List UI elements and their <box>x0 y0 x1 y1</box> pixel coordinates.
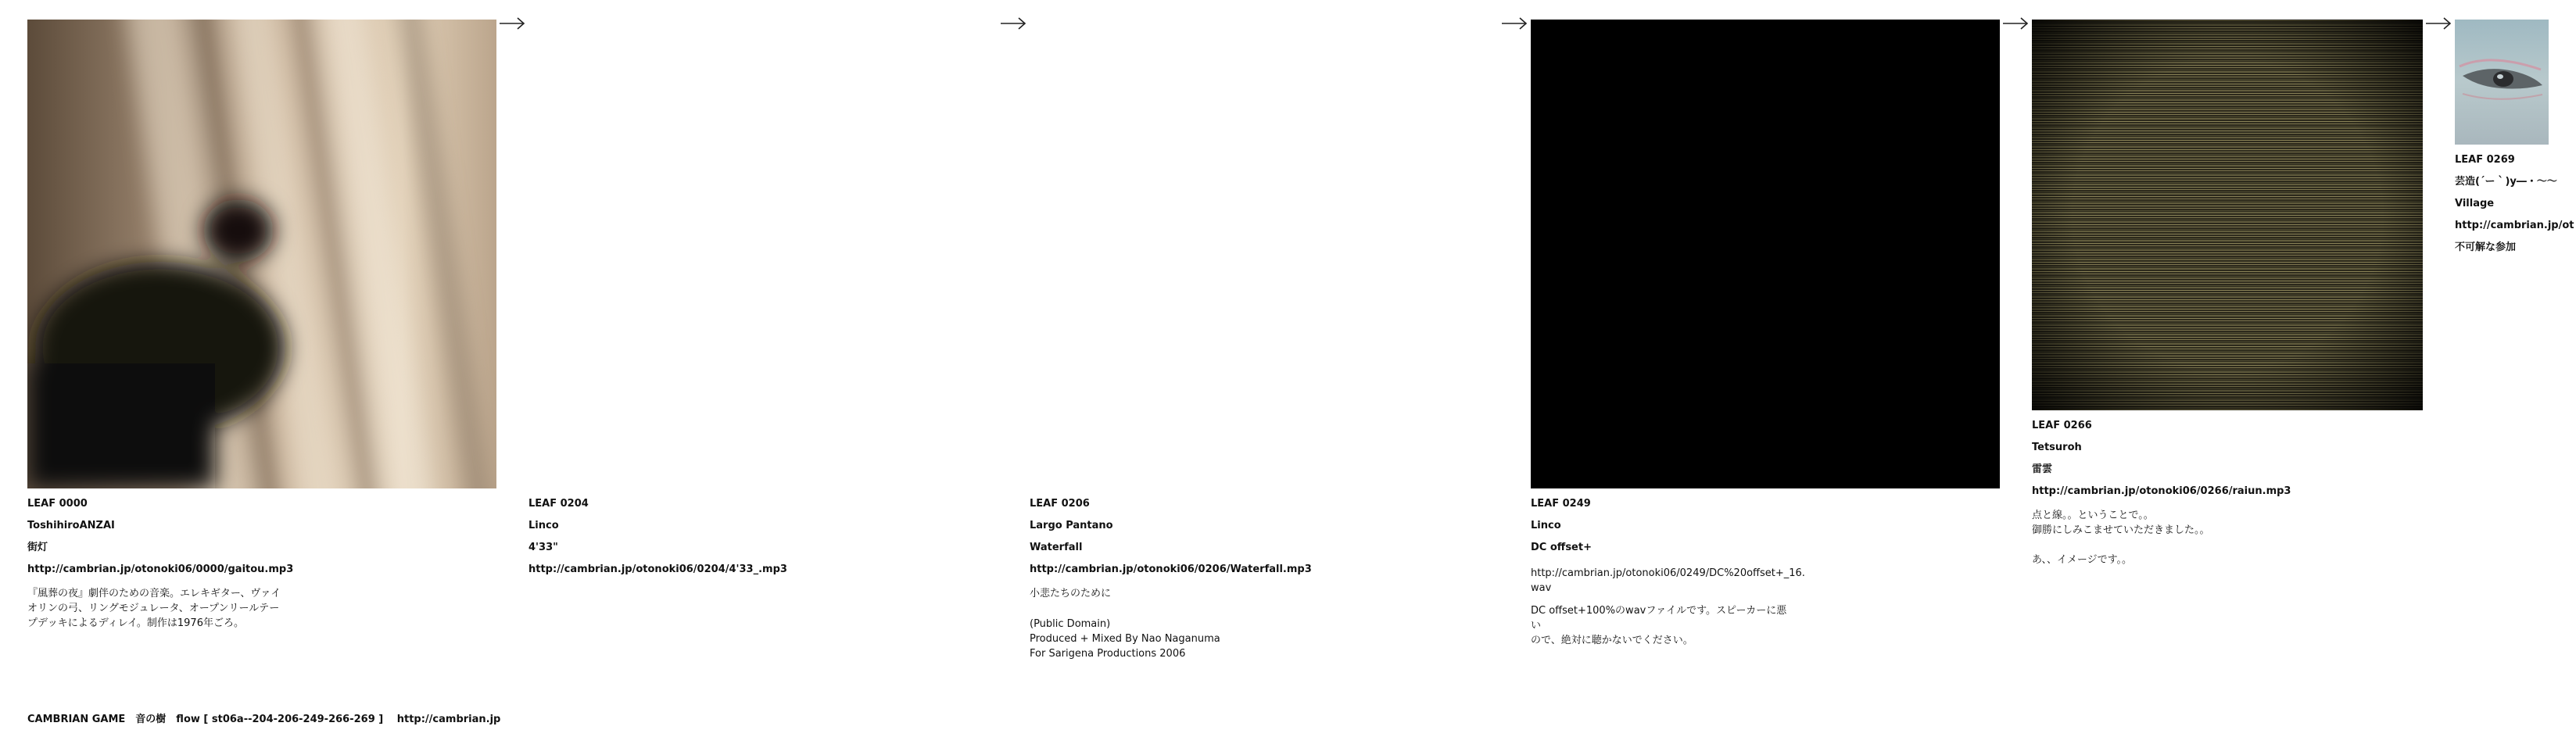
leaf-0204-meta <box>528 498 794 585</box>
leaf-title: 4'33" <box>528 542 558 553</box>
leaf-0269-image[interactable] <box>2455 20 2549 145</box>
leaf-id[interactable]: LEAF 0000 <box>27 498 88 510</box>
leaf-url[interactable]: http://cambrian.jp/otonoki06/0204/4'33_.mp3 <box>528 563 787 575</box>
leaf-credits: (Public Domain) Produced + Mixed By Nao Naganuma For Sarigena Productions 2006 <box>1030 618 1220 660</box>
arrow-right-icon <box>1000 16 1026 31</box>
leaf-0206-meta <box>1030 498 1312 661</box>
footer-credits[interactable]: CAMBRIAN GAME 音の樹 flow [ st06a--204-206-249-266-269 ] http://cambrian.jp <box>27 714 501 725</box>
leaf-0249-meta <box>1531 498 1805 648</box>
leaf-url[interactable]: http://cambrian.jp/otonoki06/0000/gaitou.mp3 <box>27 563 294 575</box>
leaf-description: 小悲たちのために <box>1030 588 1112 599</box>
leaf-id[interactable]: LEAF 0266 <box>2032 420 2092 431</box>
leaf-0204-image[interactable] <box>528 20 998 488</box>
leaf-0000-meta <box>27 498 293 631</box>
leaf-title: 雷雲 <box>2032 463 2053 475</box>
arrow-right-icon <box>1501 16 1528 31</box>
leaf-id[interactable]: LEAF 0206 <box>1030 498 1090 510</box>
leaf-artist: Largo Pantano <box>1030 520 1113 531</box>
leaf-description: 『風葬の夜』劇伴のための音楽。エレキギター、ヴァイ オリンの弓、リングモジュレータ、オープンリールテー プデッキによるディレイ。制作は1976年ごろ。 <box>27 588 281 629</box>
leaf-artist: Linco <box>528 520 559 531</box>
leaf-description: 点と線。。ということで。。 御勝にしみこませていただきました。。 あ、、イメージです。。 <box>2032 510 2210 566</box>
leaf-0266-image[interactable] <box>2032 20 2423 410</box>
arrow-right-icon <box>499 16 525 31</box>
leaf-id[interactable]: LEAF 0269 <box>2455 154 2515 166</box>
leaf-url[interactable]: http://cambrian.jp/otonoki06/0249/DC%20offset+_16. wav <box>1531 567 1805 594</box>
leaf-0206-image[interactable] <box>1030 20 1499 488</box>
leaf-0000-image[interactable] <box>27 20 496 488</box>
leaf-title: 街灯 <box>27 542 48 553</box>
leaf-title: DC offset+ <box>1531 542 1592 553</box>
arrow-right-icon <box>2425 16 2452 31</box>
leaf-0266-meta <box>2032 420 2298 567</box>
leaf-url[interactable]: http://cambrian.jp/ot <box>2455 220 2574 231</box>
leaf-artist: ToshihiroANZAI <box>27 520 115 531</box>
leaf-description: 不可解な参加 <box>2455 241 2517 253</box>
arrow-right-icon <box>2002 16 2029 31</box>
leaf-url[interactable]: http://cambrian.jp/otonoki06/0266/raiun.mp3 <box>2032 485 2291 497</box>
leaf-artist: Tetsuroh <box>2032 442 2082 453</box>
leaf-title: Village <box>2455 198 2495 209</box>
leaf-0269-meta <box>2455 154 2576 263</box>
leaf-title: Waterfall <box>1030 542 1083 553</box>
leaf-artist: Linco <box>1531 520 1561 531</box>
leaf-0249-image[interactable] <box>1531 20 2000 488</box>
leaf-id[interactable]: LEAF 0249 <box>1531 498 1591 510</box>
leaf-url[interactable]: http://cambrian.jp/otonoki06/0206/Waterfall.mp3 <box>1030 563 1312 575</box>
leaf-artist: 芸造(´ー｀)y―・～～ <box>2455 176 2557 188</box>
leaf-description: DC offset+100%のwavファイルです。スピーカーに悪い ので、絶対に聴かないでください。 <box>1531 605 1787 646</box>
leaf-id[interactable]: LEAF 0204 <box>528 498 589 510</box>
leaf-0269 <box>2455 0 2576 266</box>
